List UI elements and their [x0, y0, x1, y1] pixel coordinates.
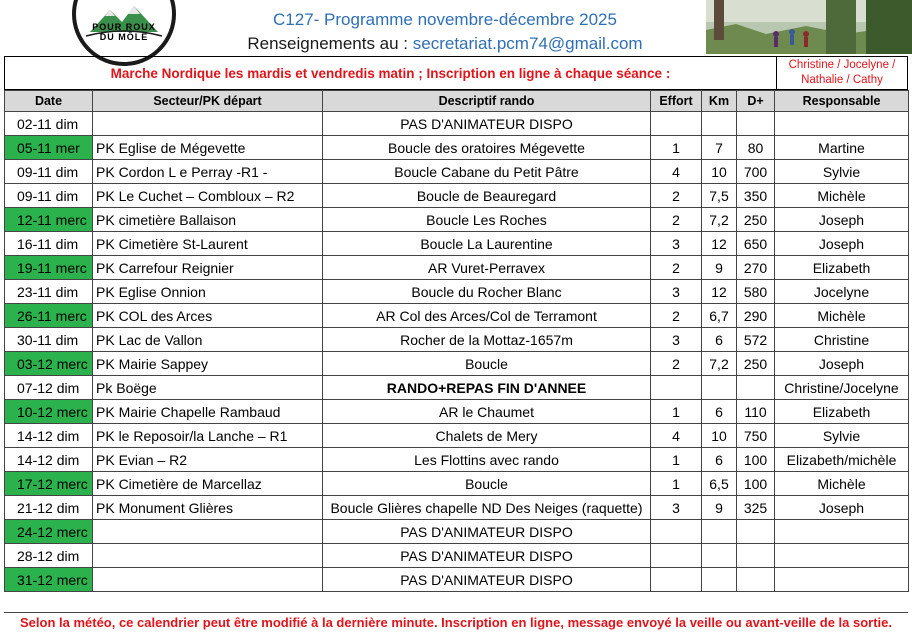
row-km: 6 [702, 400, 737, 424]
table-row [5, 376, 909, 400]
row-dplus [737, 520, 775, 544]
col-responsable: Responsable [775, 91, 909, 112]
row-secteur: PK Evian – R2 [93, 448, 323, 472]
nordic-walk-notice: Marche Nordique les mardis et vendredis matin ; Inscription en ligne à chaque séance : [4, 56, 776, 90]
row-responsable: Christine/Jocelyne [775, 376, 909, 400]
row-dplus: 750 [737, 424, 775, 448]
row-effort: 1 [651, 136, 702, 160]
col-date: Date [5, 91, 93, 112]
table-row [5, 112, 909, 136]
row-responsable [775, 112, 909, 136]
row-responsable: Elizabeth [775, 256, 909, 280]
nordic-walk-leaders [776, 56, 908, 90]
leaders-line-1: Christine / Jocelyne / [788, 59, 896, 71]
row-dplus: 100 [737, 448, 775, 472]
table-row [5, 208, 909, 232]
row-rando: Chalets de Mery [323, 424, 651, 448]
row-date: 24-12 merc [5, 520, 93, 544]
row-dplus [737, 568, 775, 592]
row-effort: 3 [651, 328, 702, 352]
row-km [702, 376, 737, 400]
row-km: 6,5 [702, 472, 737, 496]
row-secteur: PK Cordon L e Perray -R1 - [93, 160, 323, 184]
row-effort: 1 [651, 472, 702, 496]
row-dplus: 100 [737, 472, 775, 496]
col-rando: Descriptif rando [323, 91, 651, 112]
row-secteur: PK Lac de Vallon [93, 328, 323, 352]
row-rando: Boucle des oratoires Mégevette [323, 136, 651, 160]
row-secteur: PK Mairie Sappey [93, 352, 323, 376]
row-dplus: 700 [737, 160, 775, 184]
table-row [5, 136, 909, 160]
row-responsable: Jocelyne [775, 280, 909, 304]
row-date: 28-12 dim [5, 544, 93, 568]
table-row [5, 256, 909, 280]
row-effort [651, 112, 702, 136]
row-responsable: Martine [775, 136, 909, 160]
row-rando: Boucle [323, 472, 651, 496]
row-secteur: PK Monument Glières [93, 496, 323, 520]
row-rando: Boucle du Rocher Blanc [323, 280, 651, 304]
row-dplus [737, 376, 775, 400]
row-secteur: PK Mairie Chapelle Rambaud [93, 400, 323, 424]
row-responsable: Joseph [775, 352, 909, 376]
row-effort: 4 [651, 424, 702, 448]
row-date: 31-12 merc [5, 568, 93, 592]
row-date: 17-12 merc [5, 472, 93, 496]
row-km: 10 [702, 424, 737, 448]
table-row [5, 520, 909, 544]
row-responsable [775, 520, 909, 544]
row-dplus: 270 [737, 256, 775, 280]
row-km: 9 [702, 496, 737, 520]
row-dplus: 650 [737, 232, 775, 256]
row-responsable: Sylvie [775, 160, 909, 184]
row-responsable: Michèle [775, 472, 909, 496]
table-row [5, 496, 909, 520]
row-secteur: PK Le Cuchet – Combloux – R2 [93, 184, 323, 208]
row-responsable [775, 568, 909, 592]
row-rando: AR Vuret-Perravex [323, 256, 651, 280]
row-date: 21-12 dim [5, 496, 93, 520]
row-km: 6,7 [702, 304, 737, 328]
row-date: 09-11 dim [5, 184, 93, 208]
row-effort: 4 [651, 160, 702, 184]
row-km: 9 [702, 256, 737, 280]
row-effort: 2 [651, 256, 702, 280]
row-effort [651, 544, 702, 568]
row-date: 14-12 dim [5, 448, 93, 472]
row-responsable: Sylvie [775, 424, 909, 448]
row-km: 7,2 [702, 208, 737, 232]
row-secteur [93, 520, 323, 544]
row-responsable [775, 544, 909, 568]
info-line [190, 34, 700, 54]
row-effort: 2 [651, 304, 702, 328]
row-km: 6 [702, 448, 737, 472]
col-effort: Effort [651, 91, 702, 112]
row-responsable: Joseph [775, 232, 909, 256]
table-row [5, 544, 909, 568]
table-row [5, 448, 909, 472]
table-row [5, 424, 909, 448]
row-effort: 2 [651, 184, 702, 208]
table-row [5, 568, 909, 592]
row-date: 12-11 merc [5, 208, 93, 232]
row-dplus: 572 [737, 328, 775, 352]
row-date: 05-11 mer [5, 136, 93, 160]
row-rando: Boucle Glières chapelle ND Des Neiges (raquette) [323, 496, 651, 520]
row-dplus: 80 [737, 136, 775, 160]
row-rando: Boucle Cabane du Petit Pâtre [323, 160, 651, 184]
row-responsable: Joseph [775, 208, 909, 232]
table-row [5, 184, 909, 208]
logo-text: POUR ROUX DU MÔLE [92, 22, 156, 42]
row-responsable: Elizabeth/michèle [775, 448, 909, 472]
row-km: 7,2 [702, 352, 737, 376]
row-dplus: 350 [737, 184, 775, 208]
row-effort: 1 [651, 400, 702, 424]
row-effort: 1 [651, 448, 702, 472]
row-secteur: PK cimetière Ballaison [93, 208, 323, 232]
row-date: 14-12 dim [5, 424, 93, 448]
row-responsable: Michèle [775, 184, 909, 208]
row-responsable: Joseph [775, 496, 909, 520]
row-secteur: PK Cimetière de Marcellaz [93, 472, 323, 496]
footer-note: Selon la météo, ce calendrier peut être modifié à la dernière minute. Inscription en ligne, message envoyé la veille ou avant-veille de la sortie. [4, 612, 908, 633]
header-photo [706, 0, 912, 54]
leaders-line-2: Nathalie / Cathy [801, 74, 883, 86]
row-km [702, 568, 737, 592]
row-date: 02-11 dim [5, 112, 93, 136]
row-secteur: PK le Reposoir/la Lanche – R1 [93, 424, 323, 448]
row-date: 16-11 dim [5, 232, 93, 256]
row-secteur [93, 544, 323, 568]
row-dplus: 580 [737, 280, 775, 304]
row-km: 7 [702, 136, 737, 160]
row-effort [651, 376, 702, 400]
row-responsable: Michèle [775, 304, 909, 328]
row-responsable: Elizabeth [775, 400, 909, 424]
row-effort: 3 [651, 280, 702, 304]
row-rando: AR le Chaumet [323, 400, 651, 424]
row-rando: Boucle La Laurentine [323, 232, 651, 256]
info-label: Renseignements au : [247, 34, 409, 53]
row-rando: PAS D'ANIMATEUR DISPO [323, 520, 651, 544]
row-secteur [93, 112, 323, 136]
table-row [5, 352, 909, 376]
program-table [4, 90, 909, 592]
row-secteur: PK Cimetière St-Laurent [93, 232, 323, 256]
row-date: 07-12 dim [5, 376, 93, 400]
row-rando: Rocher de la Mottaz-1657m [323, 328, 651, 352]
table-row [5, 400, 909, 424]
row-date: 03-12 merc [5, 352, 93, 376]
row-effort: 3 [651, 232, 702, 256]
row-km [702, 520, 737, 544]
col-secteur: Secteur/PK départ [93, 91, 323, 112]
table-row [5, 160, 909, 184]
row-date: 09-11 dim [5, 160, 93, 184]
email-link[interactable]: secretariat.pcm74@gmail.com [412, 34, 643, 53]
row-km: 6 [702, 328, 737, 352]
row-rando: AR Col des Arces/Col de Terramont [323, 304, 651, 328]
row-dplus: 250 [737, 352, 775, 376]
row-date: 19-11 merc [5, 256, 93, 280]
table-row [5, 472, 909, 496]
row-dplus [737, 544, 775, 568]
row-rando: PAS D'ANIMATEUR DISPO [323, 568, 651, 592]
table-row [5, 232, 909, 256]
row-effort: 2 [651, 352, 702, 376]
row-rando: RANDO+REPAS FIN D'ANNEE [323, 376, 651, 400]
row-responsable: Christine [775, 328, 909, 352]
row-effort [651, 520, 702, 544]
row-dplus: 110 [737, 400, 775, 424]
row-dplus [737, 112, 775, 136]
row-secteur: PK Carrefour Reignier [93, 256, 323, 280]
row-rando: PAS D'ANIMATEUR DISPO [323, 544, 651, 568]
row-km: 12 [702, 232, 737, 256]
col-dplus: D+ [737, 91, 775, 112]
row-rando: Les Flottins avec rando [323, 448, 651, 472]
row-km: 7,5 [702, 184, 737, 208]
row-rando: PAS D'ANIMATEUR DISPO [323, 112, 651, 136]
row-secteur: Pk Boëge [93, 376, 323, 400]
row-secteur: PK COL des Arces [93, 304, 323, 328]
row-km: 10 [702, 160, 737, 184]
table-row [5, 328, 909, 352]
row-dplus: 250 [737, 208, 775, 232]
row-date: 10-12 merc [5, 400, 93, 424]
table-row [5, 280, 909, 304]
row-secteur [93, 568, 323, 592]
row-date: 30-11 dim [5, 328, 93, 352]
row-dplus: 325 [737, 496, 775, 520]
row-effort: 3 [651, 496, 702, 520]
row-rando: Boucle [323, 352, 651, 376]
row-dplus: 290 [737, 304, 775, 328]
row-secteur: PK Eglise de Mégevette [93, 136, 323, 160]
row-km [702, 112, 737, 136]
table-row [5, 304, 909, 328]
col-km: Km [702, 91, 737, 112]
row-secteur: PK Eglise Onnion [93, 280, 323, 304]
row-effort [651, 568, 702, 592]
row-date: 23-11 dim [5, 280, 93, 304]
row-km [702, 544, 737, 568]
row-km: 12 [702, 280, 737, 304]
row-date: 26-11 merc [5, 304, 93, 328]
table-header-row [5, 91, 909, 112]
row-rando: Boucle Les Roches [323, 208, 651, 232]
program-title: C127- Programme novembre-décembre 2025 [273, 10, 617, 29]
row-effort: 2 [651, 208, 702, 232]
row-rando: Boucle de Beauregard [323, 184, 651, 208]
